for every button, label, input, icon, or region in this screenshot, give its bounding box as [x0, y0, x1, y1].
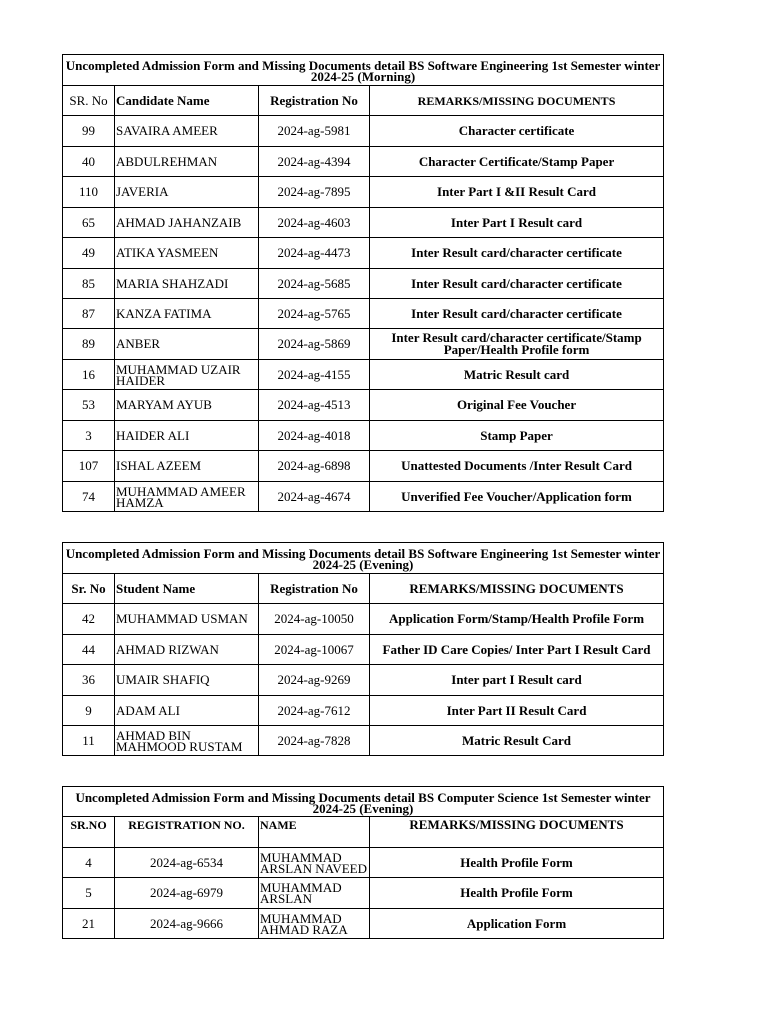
cell-name: MUHAMMAD ARSLAN — [259, 878, 370, 909]
cell-sr: 4 — [63, 848, 115, 878]
table-header-row — [63, 817, 664, 848]
cell-name: MUHAMMAD AMEER HAMZA — [115, 482, 259, 512]
header-remarks: REMARKS/MISSING DOCUMENTS — [370, 817, 664, 848]
cell-name: ABDULREHMAN — [115, 147, 259, 177]
table-row — [63, 726, 664, 756]
table-cs-evening — [62, 786, 664, 939]
cell-name: SAVAIRA AMEER — [115, 116, 259, 147]
cell-sr: 87 — [63, 299, 115, 329]
cell-reg: 2024-ag-5765 — [259, 299, 370, 329]
cell-sr: 107 — [63, 451, 115, 482]
cell-remarks: Unattested Documents /Inter Result Card — [370, 451, 664, 482]
cell-name: ATIKA YASMEEN — [115, 238, 259, 269]
cell-reg: 2024-ag-7895 — [259, 177, 370, 208]
cell-sr: 16 — [63, 360, 115, 390]
header-sr-no: SR.NO — [63, 817, 115, 848]
cell-remarks: Original Fee Voucher — [370, 390, 664, 421]
cell-remarks: Inter part I Result card — [370, 665, 664, 696]
cell-reg: 2024-ag-5869 — [259, 329, 370, 360]
table-se-morning — [62, 54, 664, 512]
table-row — [63, 329, 664, 360]
cell-sr: 9 — [63, 696, 115, 726]
cell-remarks: Matric Result Card — [370, 726, 664, 756]
cell-remarks: Inter Result card/character certificate/Stamp Paper/Health Profile form — [370, 329, 664, 360]
cell-sr: 49 — [63, 238, 115, 269]
cell-sr: 110 — [63, 177, 115, 208]
cell-reg: 2024-ag-7612 — [259, 696, 370, 726]
cell-remarks: Character Certificate/Stamp Paper — [370, 147, 664, 177]
cell-reg: 2024-ag-6534 — [115, 848, 259, 878]
table-title-row — [63, 543, 664, 574]
cell-remarks: Inter Part I &II Result Card — [370, 177, 664, 208]
cell-remarks: Inter Result card/character certificate — [370, 238, 664, 269]
cell-reg: 2024-ag-10050 — [259, 604, 370, 635]
header-candidate-name: Candidate Name — [115, 86, 259, 116]
table-se-evening — [62, 542, 664, 756]
header-registration-no: Registration No — [259, 86, 370, 116]
table-row — [63, 665, 664, 696]
cell-name: AHMAD RIZWAN — [115, 635, 259, 665]
cell-sr: 89 — [63, 329, 115, 360]
cell-name: MUHAMMAD UZAIR HAIDER — [115, 360, 259, 390]
cell-name: MARIA SHAHZADI — [115, 269, 259, 299]
cell-reg: 2024-ag-9269 — [259, 665, 370, 696]
table-row — [63, 696, 664, 726]
table-title: Uncompleted Admission Form and Missing Documents detail BS Software Engineering 1st Semester winter 2024-25 (Evening) — [63, 543, 664, 574]
cell-name: AHMAD JAHANZAIB — [115, 208, 259, 238]
cell-reg: 2024-ag-9666 — [115, 909, 259, 939]
cell-remarks: Unverified Fee Voucher/Application form — [370, 482, 664, 512]
table-row — [63, 451, 664, 482]
cell-sr: 53 — [63, 390, 115, 421]
table-row — [63, 208, 664, 238]
cell-remarks: Application Form/Stamp/Health Profile Form — [370, 604, 664, 635]
cell-remarks: Father ID Care Copies/ Inter Part I Result Card — [370, 635, 664, 665]
table-title-row — [63, 787, 664, 817]
cell-sr: 5 — [63, 878, 115, 909]
cell-remarks: Character certificate — [370, 116, 664, 147]
cell-sr: 99 — [63, 116, 115, 147]
table-row — [63, 177, 664, 208]
cell-reg: 2024-ag-7828 — [259, 726, 370, 756]
table-header-row — [63, 574, 664, 604]
header-name: NAME — [259, 817, 370, 848]
table-row — [63, 482, 664, 512]
table-row — [63, 878, 664, 909]
cell-sr: 36 — [63, 665, 115, 696]
cell-reg: 2024-ag-4674 — [259, 482, 370, 512]
cell-sr: 74 — [63, 482, 115, 512]
cell-reg: 2024-ag-4018 — [259, 421, 370, 451]
table-title: Uncompleted Admission Form and Missing Documents detail BS Computer Science 1st Semester winter 2024-25 (Evening) — [63, 787, 664, 817]
header-registration-no: REGISTRATION NO. — [115, 817, 259, 848]
cell-sr: 40 — [63, 147, 115, 177]
cell-name: UMAIR SHAFIQ — [115, 665, 259, 696]
table-row — [63, 604, 664, 635]
table-row — [63, 848, 664, 878]
cell-remarks: Inter Result card/character certificate — [370, 269, 664, 299]
cell-reg: 2024-ag-5981 — [259, 116, 370, 147]
cell-name: MUHAMMAD ARSLAN NAVEED — [259, 848, 370, 878]
cell-reg: 2024-ag-5685 — [259, 269, 370, 299]
cell-sr: 44 — [63, 635, 115, 665]
cell-name: ANBER — [115, 329, 259, 360]
cell-name: MARYAM AYUB — [115, 390, 259, 421]
table-title-row — [63, 55, 664, 86]
cell-remarks: Stamp Paper — [370, 421, 664, 451]
header-registration-no: Registration No — [259, 574, 370, 604]
table-row — [63, 390, 664, 421]
table-header-row — [63, 86, 664, 116]
cell-reg: 2024-ag-4473 — [259, 238, 370, 269]
cell-remarks: Inter Part I Result card — [370, 208, 664, 238]
table-title: Uncompleted Admission Form and Missing Documents detail BS Software Engineering 1st Semester winter 2024-25 (Morning) — [63, 55, 664, 86]
cell-reg: 2024-ag-10067 — [259, 635, 370, 665]
cell-name: ADAM ALI — [115, 696, 259, 726]
cell-sr: 11 — [63, 726, 115, 756]
cell-remarks: Application Form — [370, 909, 664, 939]
cell-name: HAIDER ALI — [115, 421, 259, 451]
cell-reg: 2024-ag-4603 — [259, 208, 370, 238]
header-sr-no: SR. No — [63, 86, 115, 116]
header-sr-no: Sr. No — [63, 574, 115, 604]
cell-reg: 2024-ag-4155 — [259, 360, 370, 390]
header-remarks: REMARKS/MISSING DOCUMENTS — [370, 86, 664, 116]
cell-reg: 2024-ag-6979 — [115, 878, 259, 909]
table-row — [63, 269, 664, 299]
table-row — [63, 635, 664, 665]
cell-remarks: Health Profile Form — [370, 878, 664, 909]
header-remarks: REMARKS/MISSING DOCUMENTS — [370, 574, 664, 604]
table-row — [63, 116, 664, 147]
cell-remarks: Health Profile Form — [370, 848, 664, 878]
cell-reg: 2024-ag-4394 — [259, 147, 370, 177]
table-row — [63, 360, 664, 390]
cell-name: AHMAD BIN MAHMOOD RUSTAM — [115, 726, 259, 756]
cell-reg: 2024-ag-6898 — [259, 451, 370, 482]
cell-name: MUHAMMAD USMAN — [115, 604, 259, 635]
cell-remarks: Inter Result card/character certificate — [370, 299, 664, 329]
cell-name: KANZA FATIMA — [115, 299, 259, 329]
cell-sr: 3 — [63, 421, 115, 451]
cell-sr: 42 — [63, 604, 115, 635]
table-row — [63, 299, 664, 329]
cell-sr: 65 — [63, 208, 115, 238]
cell-name: JAVERIA — [115, 177, 259, 208]
cell-sr: 85 — [63, 269, 115, 299]
table-row — [63, 238, 664, 269]
table-row — [63, 909, 664, 939]
cell-remarks: Matric Result card — [370, 360, 664, 390]
cell-reg: 2024-ag-4513 — [259, 390, 370, 421]
cell-name: ISHAL AZEEM — [115, 451, 259, 482]
table-row — [63, 421, 664, 451]
table-row — [63, 147, 664, 177]
cell-name: MUHAMMAD AHMAD RAZA — [259, 909, 370, 939]
header-student-name: Student Name — [115, 574, 259, 604]
cell-sr: 21 — [63, 909, 115, 939]
cell-remarks: Inter Part II Result Card — [370, 696, 664, 726]
